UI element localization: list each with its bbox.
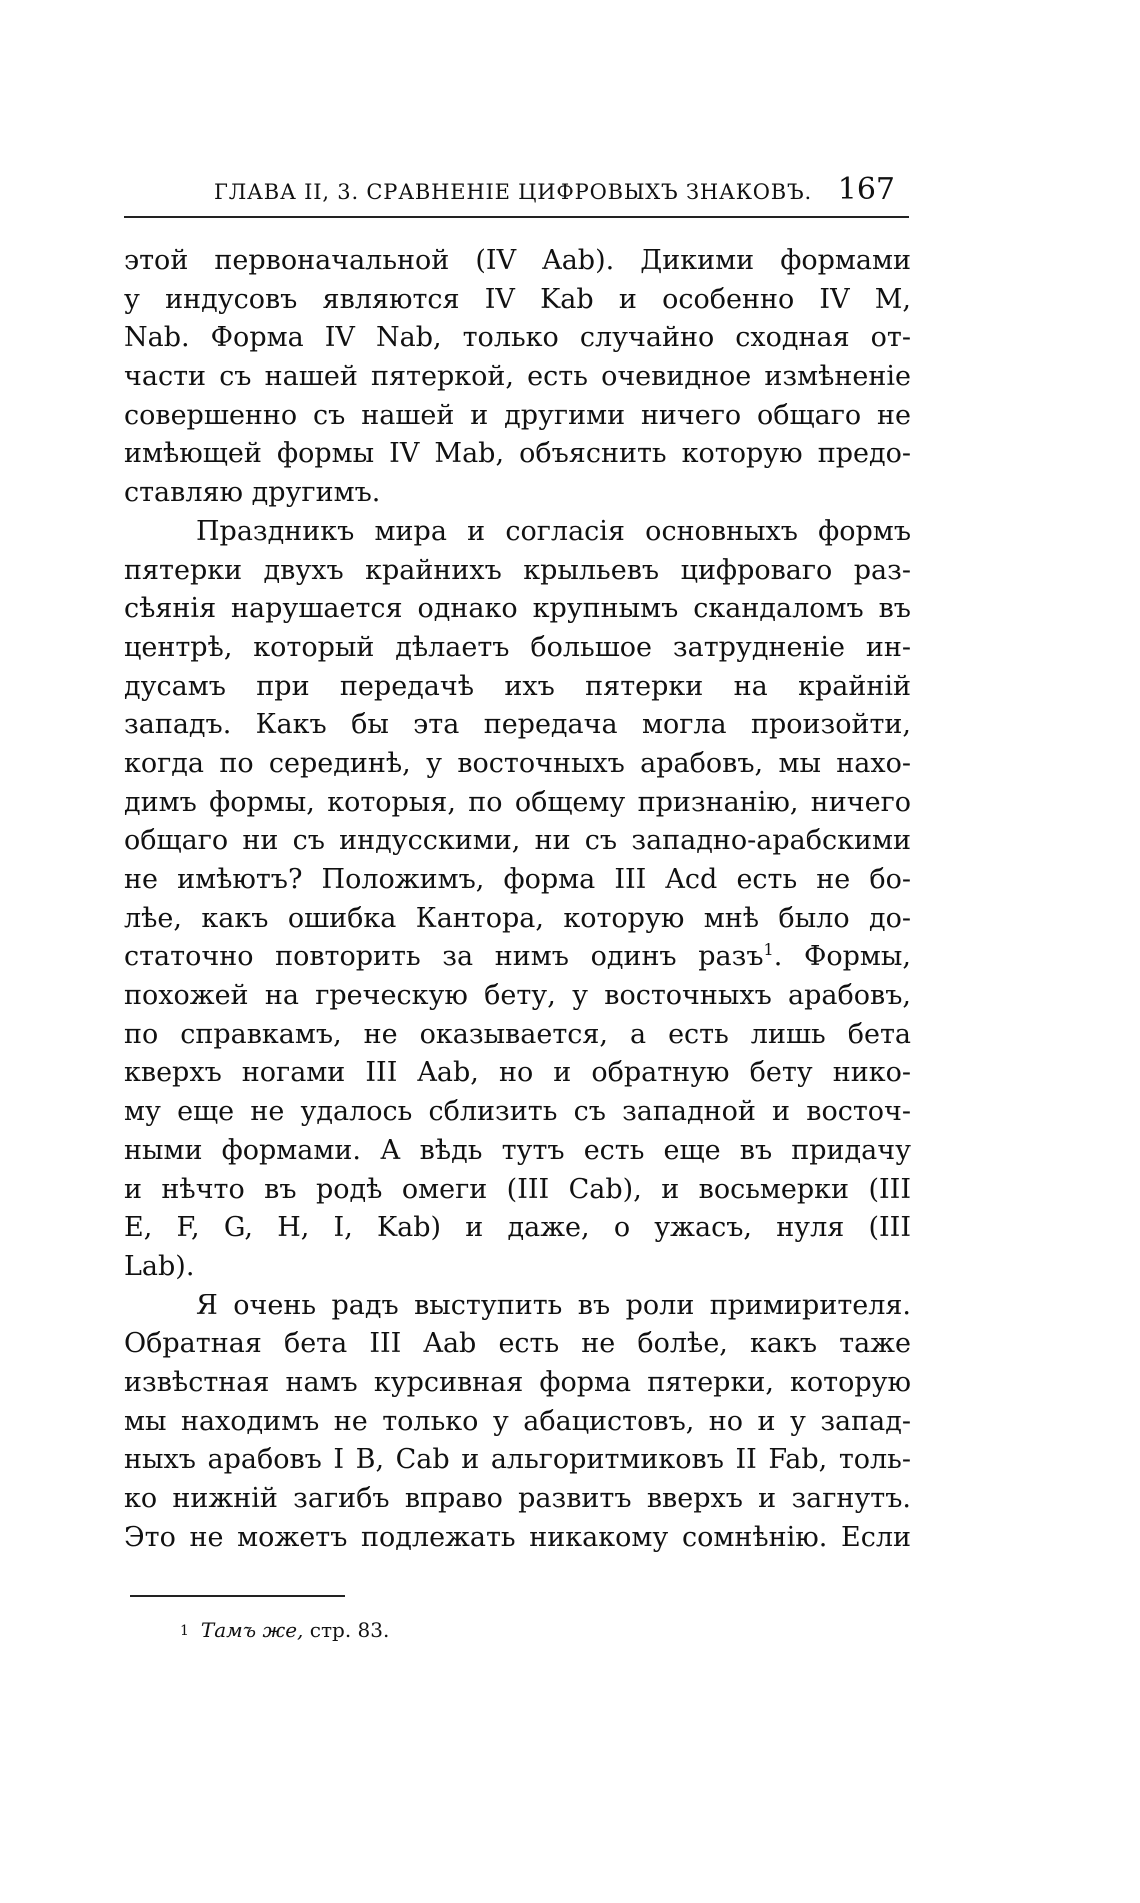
footnote-ref: 1 [763, 940, 774, 960]
footnote-divider [130, 1595, 345, 1597]
text-line-segment: статочно повторить за нимъ одинъ разъ [124, 941, 764, 973]
text-line: Я очень радъ выступить въ роли примирителя. [196, 1289, 911, 1321]
text-line: не имѣютъ? Положимъ, форма III Acd есть не бо- [124, 864, 911, 895]
text-line: части съ нашей пятеркой, есть очевидное измѣненіе [124, 361, 911, 393]
text-line: Nab. Форма IV Nab, только случайно сходная от- [124, 322, 911, 354]
text-line-segment: . Формы, [773, 941, 911, 973]
text-line: Это не можетъ подлежать никакому сомнѣнію. Если [124, 1521, 911, 1553]
text-line: ставляю другимъ. [124, 477, 381, 509]
text-line: извѣстная намъ курсивная форма пятерки, которую [124, 1366, 911, 1398]
footnote-mark: 1 [180, 1623, 189, 1639]
text-line: и нѣчто въ родѣ омеги (III Cab), и восьмерки (III [124, 1173, 911, 1205]
text-line: E, F, G, H, I, Kab) и даже, о ужасъ, нуля (III [124, 1212, 911, 1244]
text-line: ко нижній загибъ вправо развитъ вверхъ и загнутъ. [124, 1483, 911, 1514]
text-line: му еще не удалось сблизить съ западной и восточ- [124, 1096, 911, 1128]
text-line: ныхъ арабовъ I B, Cab и альгоритмиковъ II Fab, толь- [124, 1444, 911, 1476]
text-line: имѣющей формы IV Mab, объяснить которую предо- [124, 438, 911, 470]
text-line: димъ формы, которыя, по общему признанію, ничего [124, 786, 911, 818]
footnote [180, 1618, 389, 1642]
text-line: дусамъ при передачѣ ихъ пятерки на крайній [124, 670, 911, 702]
page-number: 167 [837, 172, 895, 207]
text-line: центрѣ, который дѣлаетъ большое затрудненіе ин- [124, 631, 911, 663]
text-line: похожей на греческую бету, у восточныхъ арабовъ, [124, 980, 911, 1012]
text-line: Lab). [124, 1250, 195, 1282]
text-line: по справкамъ, не оказывается, а есть лишь бета [124, 1018, 911, 1050]
text-line: кверхъ ногами III Aab, но и обратную бету нико- [124, 1057, 911, 1089]
text-line: совершенно съ нашей и другими ничего общаго не [124, 399, 911, 431]
text-line: когда по серединѣ, у восточныхъ арабовъ, мы нахо- [124, 747, 911, 779]
text-line: сѣянія нарушается однако крупнымъ скандаломъ въ [124, 593, 911, 625]
text-line: общаго ни съ индусскими, ни съ западно-арабскими [124, 825, 911, 857]
text-line-with-footnote-ref [124, 938, 911, 977]
footnote-text: стр. 83. [303, 1618, 390, 1642]
text-line: у индусовъ являются IV Kab и особенно IV M, [124, 283, 911, 315]
text-line: Праздникъ мира и согласія основныхъ формъ [196, 515, 911, 547]
text-line: мы находимъ не только у абацистовъ, но и у запад- [124, 1405, 911, 1437]
text-line: Обратная бета III Aab есть не болѣе, какъ таже [124, 1328, 911, 1360]
body-text [124, 242, 911, 1557]
footnote-source: Тамъ же, [200, 1618, 304, 1642]
text-line: пятерки двухъ крайнихъ крыльевъ цифроваго раз- [124, 554, 911, 586]
text-line: западъ. Какъ бы эта передача могла произойти, [124, 709, 911, 741]
text-line: лѣе, какъ ошибка Кантора, которую мнѣ было до- [124, 902, 911, 934]
running-head [124, 172, 909, 218]
text-line: ными формами. А вѣдь тутъ есть еще въ придачу [124, 1134, 911, 1166]
chapter-title: ГЛАВА II, 3. СРАВНЕНІЕ ЦИФРОВЫХЪ ЗНАКОВЪ. [214, 180, 812, 204]
text-line: этой первоначальной (IV Aab). Дикими формами [124, 245, 911, 276]
